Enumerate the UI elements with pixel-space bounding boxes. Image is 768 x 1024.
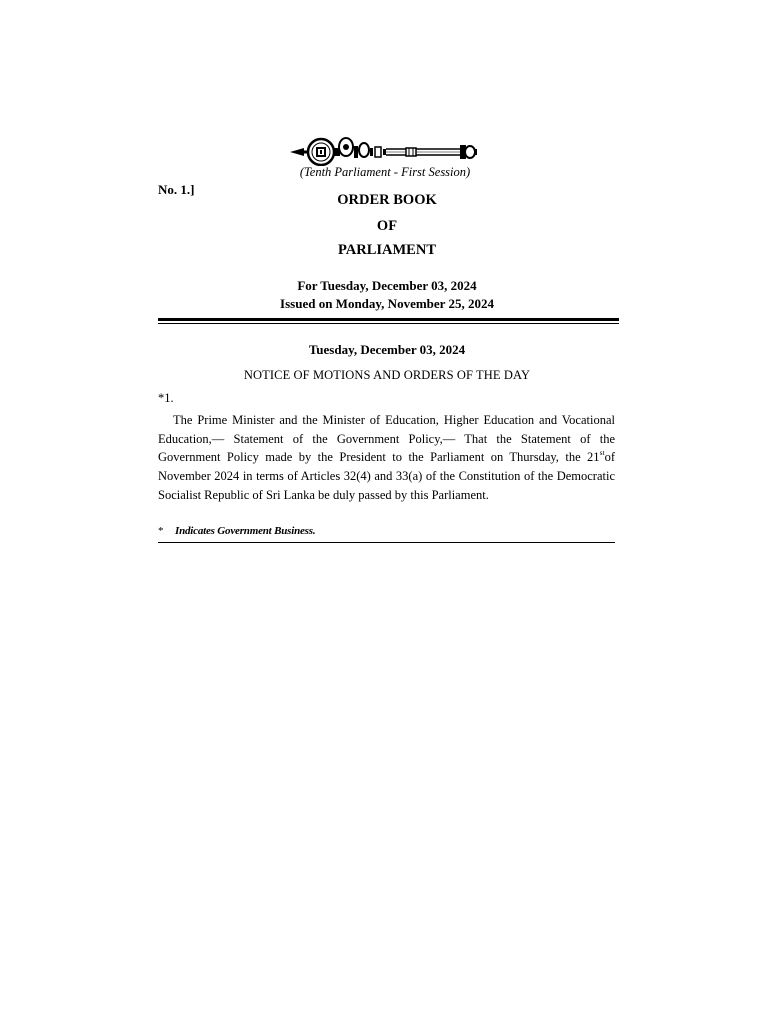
for-date: For Tuesday, December 03, 2024	[297, 278, 477, 293]
day-heading: Tuesday, December 03, 2024	[308, 342, 466, 357]
title-parliament: PARLIAMENT	[337, 242, 436, 258]
header-divider-thin	[158, 323, 619, 324]
footnote-text: Indicates Government Business.	[175, 525, 316, 537]
motion-text-part2: of November 2024 in terms of Articles 32(4) and 33(a) of the Constitution of the Democratic Socialist Republic of Sri Lanka be duly passed by this Parliament.	[158, 450, 615, 502]
header-divider-thick	[158, 318, 619, 321]
motion-text	[158, 411, 615, 505]
item-number: *1.	[158, 391, 174, 405]
parliament-mace-icon	[288, 132, 478, 166]
title-order-book: ORDER BOOK	[337, 192, 437, 208]
issued-date: Issued on Monday, November 25, 2024	[280, 296, 494, 311]
ordinal-suffix: st	[599, 448, 605, 458]
title-of: OF	[376, 218, 398, 234]
session-caption: (Tenth Parliament - First Session)	[299, 165, 471, 179]
footnote	[158, 525, 315, 537]
footnote-divider	[158, 542, 615, 543]
footnote-marker: *	[158, 525, 164, 537]
order-book-number: No. 1.]	[158, 182, 195, 197]
motion-text-part1: The Prime Minister and the Minister of Education, Higher Education and Vocational Education,— Statement of the Government Policy,— That the Statement of the Government Policy made by the President to the Parliament on Thursday, the 21	[158, 413, 615, 465]
notice-heading: NOTICE OF MOTIONS AND ORDERS OF THE DAY	[243, 368, 531, 382]
